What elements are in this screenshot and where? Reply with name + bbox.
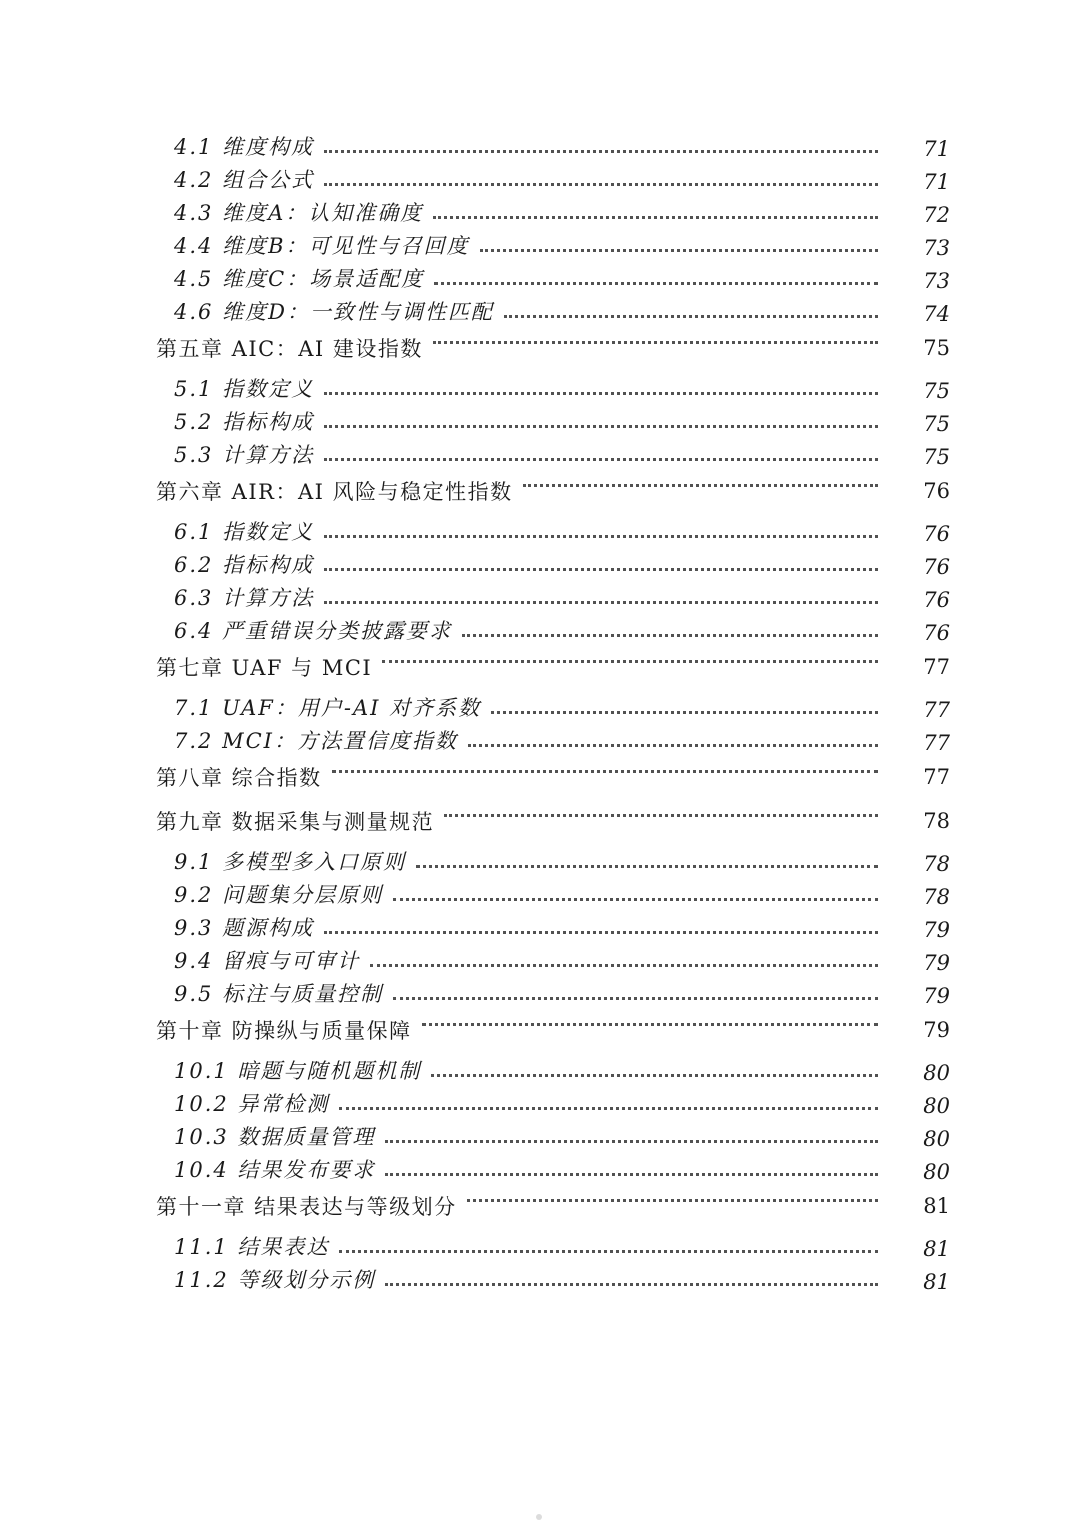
dot-leader [324, 391, 878, 395]
dot-leader [468, 743, 878, 747]
dot-leader [385, 1172, 878, 1176]
toc-section-entry[interactable] [0, 1052, 1080, 1085]
toc-entry-title: 9.3 题源构成 [174, 916, 315, 940]
toc-section-entry[interactable] [0, 942, 1080, 975]
toc-page-number: 79 [923, 984, 950, 1008]
dot-leader [422, 1022, 878, 1026]
toc-entry-title: 4.4 维度B：可见性与召回度 [174, 234, 470, 258]
toc-entry-title: 6.2 指标构成 [174, 553, 315, 577]
dot-leader [480, 248, 878, 252]
toc-page-number: 75 [923, 412, 950, 436]
dot-leader [504, 314, 878, 318]
dot-leader [324, 149, 878, 153]
toc-section-entry[interactable] [0, 975, 1080, 1008]
toc-entry-title: 9.2 问题集分层原则 [174, 883, 384, 907]
toc-page-number: 77 [923, 698, 950, 722]
toc-entry-title: 4.1 维度构成 [174, 135, 315, 159]
toc-page-number: 76 [923, 522, 950, 546]
dot-leader [324, 182, 878, 186]
dot-leader [370, 963, 878, 967]
dot-leader [434, 281, 878, 285]
toc-page-number: 80 [923, 1160, 950, 1184]
toc-entry-title: 11.1 结果表达 [174, 1235, 330, 1259]
dot-leader [433, 340, 878, 344]
toc-entry-title: 5.1 指数定义 [174, 377, 315, 401]
dot-leader [324, 600, 878, 604]
toc-entry-title: 6.4 严重错误分类披露要求 [174, 619, 453, 643]
toc-page-number: 72 [923, 203, 950, 227]
table-of-contents [0, 128, 1080, 1294]
dot-leader [324, 424, 878, 428]
toc-entry-title: 5.2 指标构成 [174, 410, 315, 434]
toc-page-number: 78 [923, 809, 950, 833]
dot-leader [467, 1198, 878, 1202]
toc-entry-title: 9.4 留痕与可审计 [174, 949, 361, 973]
toc-chapter-entry[interactable] [0, 1184, 1080, 1228]
toc-page-number: 77 [923, 655, 950, 679]
toc-page-number: 79 [923, 918, 950, 942]
toc-page-number: 78 [923, 852, 950, 876]
toc-page-number: 76 [923, 555, 950, 579]
dot-leader [431, 1073, 878, 1077]
toc-entry-title: 第七章 UAF 与 MCI [156, 656, 373, 680]
dot-leader [462, 633, 878, 637]
toc-entry-title: 11.2 等级划分示例 [174, 1268, 376, 1292]
toc-section-entry[interactable] [0, 1228, 1080, 1261]
toc-entry-title: 第五章 AIC：AI 建设指数 [156, 337, 423, 361]
dot-leader [382, 659, 878, 663]
toc-section-entry[interactable] [0, 293, 1080, 326]
dot-leader [393, 897, 878, 901]
toc-page-number: 77 [923, 731, 950, 755]
dot-leader [444, 813, 878, 817]
toc-entry-title: 4.3 维度A：认知准确度 [174, 201, 424, 225]
toc-chapter-entry[interactable] [0, 469, 1080, 513]
toc-section-entry[interactable] [0, 260, 1080, 293]
toc-page-number: 73 [923, 236, 950, 260]
toc-entry-title: 9.5 标注与质量控制 [174, 982, 384, 1006]
toc-page-number: 71 [923, 170, 950, 194]
toc-chapter-entry[interactable] [0, 799, 1080, 843]
dot-leader [324, 567, 878, 571]
toc-page-number: 80 [923, 1061, 950, 1085]
toc-page-number: 75 [923, 445, 950, 469]
toc-entry-title: 第十一章 结果表达与等级划分 [156, 1195, 457, 1219]
toc-entry-title: 7.2 MCI：方法置信度指数 [174, 729, 458, 753]
dot-leader [491, 710, 878, 714]
toc-section-entry[interactable] [0, 689, 1080, 722]
toc-section-entry[interactable] [0, 722, 1080, 755]
toc-section-entry[interactable] [0, 403, 1080, 436]
toc-section-entry[interactable] [0, 370, 1080, 403]
toc-chapter-entry[interactable] [0, 645, 1080, 689]
toc-section-entry[interactable] [0, 1118, 1080, 1151]
toc-section-entry[interactable] [0, 1151, 1080, 1184]
toc-entry-title: 10.2 异常检测 [174, 1092, 330, 1116]
toc-page-number: 79 [923, 951, 950, 975]
toc-section-entry[interactable] [0, 612, 1080, 645]
toc-page-number: 79 [923, 1018, 950, 1042]
dot-leader [393, 996, 878, 1000]
dot-leader [324, 534, 878, 538]
toc-page-number: 81 [923, 1237, 950, 1261]
toc-section-entry[interactable] [0, 1261, 1080, 1294]
toc-page-number: 81 [923, 1270, 950, 1294]
toc-section-entry[interactable] [0, 194, 1080, 227]
dot-leader [433, 215, 878, 219]
toc-entry-title: 第九章 数据采集与测量规范 [156, 810, 435, 834]
toc-entry-title: 10.3 数据质量管理 [174, 1125, 376, 1149]
toc-chapter-entry[interactable] [0, 755, 1080, 799]
dot-leader [416, 864, 878, 868]
toc-page-number: 75 [923, 379, 950, 403]
toc-section-entry[interactable] [0, 579, 1080, 612]
toc-page-number: 80 [923, 1127, 950, 1151]
toc-entry-title: 6.3 计算方法 [174, 586, 315, 610]
toc-section-entry[interactable] [0, 909, 1080, 942]
dot-leader [324, 930, 878, 934]
toc-page-number: 81 [923, 1194, 950, 1218]
toc-chapter-entry[interactable] [0, 1008, 1080, 1052]
toc-chapter-entry[interactable] [0, 326, 1080, 370]
toc-entry-title: 第六章 AIR：AI 风险与稳定性指数 [156, 480, 513, 504]
toc-entry-title: 6.1 指数定义 [174, 520, 315, 544]
toc-section-entry[interactable] [0, 513, 1080, 546]
dot-leader [324, 457, 878, 461]
toc-entry-title: 5.3 计算方法 [174, 443, 315, 467]
dot-leader [385, 1139, 878, 1143]
toc-page-number: 71 [923, 137, 950, 161]
toc-section-entry[interactable] [0, 436, 1080, 469]
toc-entry-title: 7.1 UAF：用户-AI 对齐系数 [174, 696, 482, 720]
dot-leader [332, 769, 878, 773]
toc-entry-title: 4.6 维度D：一致性与调性匹配 [174, 300, 494, 324]
toc-section-entry[interactable] [0, 1085, 1080, 1118]
toc-section-entry[interactable] [0, 227, 1080, 260]
toc-section-entry[interactable] [0, 876, 1080, 909]
toc-page-number: 80 [923, 1094, 950, 1118]
dot-leader [339, 1249, 878, 1253]
toc-section-entry[interactable] [0, 128, 1080, 161]
toc-page-number: 77 [923, 765, 950, 789]
toc-page-number: 75 [923, 336, 950, 360]
toc-entry-title: 10.1 暗题与随机题机制 [174, 1059, 422, 1083]
toc-section-entry[interactable] [0, 546, 1080, 579]
toc-entry-title: 4.5 维度C：场景适配度 [174, 267, 425, 291]
dot-leader [523, 483, 878, 487]
toc-entry-title: 9.1 多模型多入口原则 [174, 850, 407, 874]
toc-section-entry[interactable] [0, 161, 1080, 194]
toc-section-entry[interactable] [0, 843, 1080, 876]
toc-entry-title: 第十章 防操纵与质量保障 [156, 1019, 412, 1043]
toc-entry-title: 4.2 组合公式 [174, 168, 315, 192]
toc-page-number: 74 [923, 302, 950, 326]
toc-page-number: 73 [923, 269, 950, 293]
toc-page-number: 76 [923, 588, 950, 612]
toc-page-number: 78 [923, 885, 950, 909]
toc-page-number: 76 [923, 479, 950, 503]
dot-leader [385, 1282, 878, 1286]
toc-entry-title: 第八章 综合指数 [156, 766, 322, 790]
toc-entry-title: 10.4 结果发布要求 [174, 1158, 376, 1182]
page-marker-dot [536, 1514, 542, 1520]
toc-page-number: 76 [923, 621, 950, 645]
dot-leader [339, 1106, 878, 1110]
